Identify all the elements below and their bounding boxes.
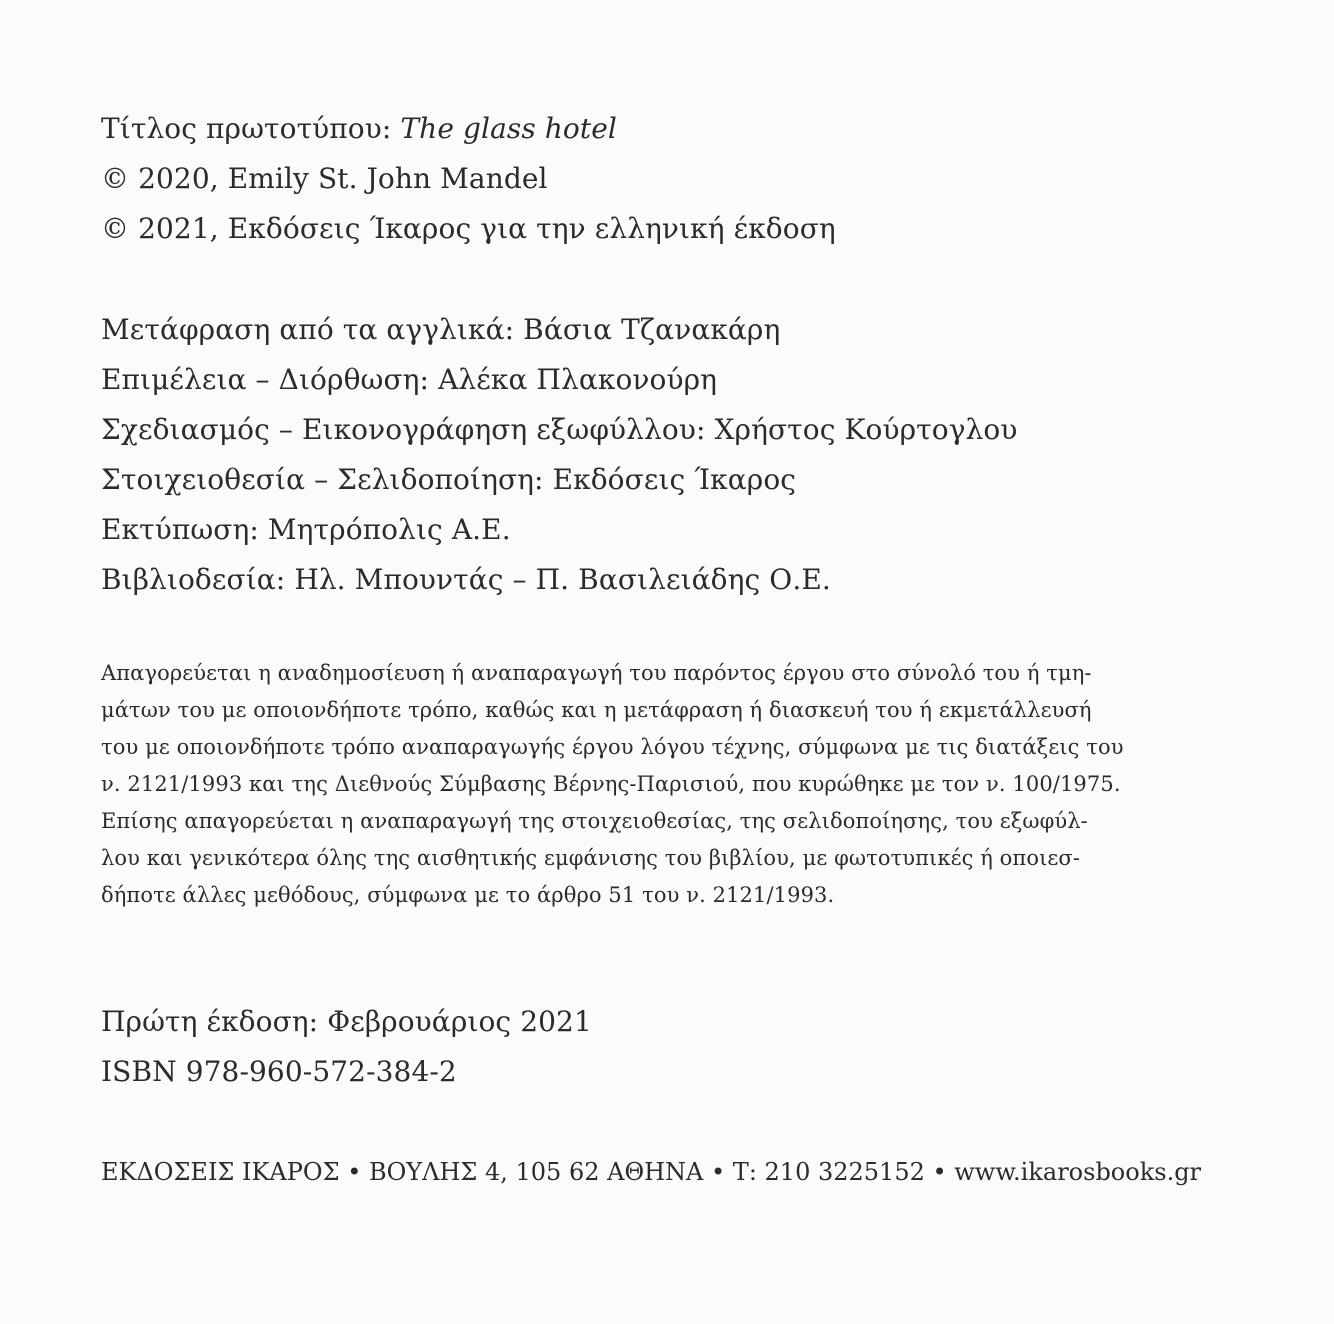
credit-cover-design: Σχεδιασμός – Εικονογράφηση εξωφύλλου: Χρήστος Κούρτογλου xyxy=(101,413,1018,446)
first-edition: Πρώτη έκδοση: Φεβρουάριος 2021 xyxy=(101,1005,592,1038)
legal-line: Επίσης απαγορεύεται η αναπαραγωγή της στοιχειοθεσίας, της σελιδοποίησης, του εξωφύλ- xyxy=(101,809,1088,833)
legal-line: ν. 2121/1993 και της Διεθνούς Σύμβασης Βέρνης-Παρισιού, που κυρώθηκε με τον ν. 100/1975. xyxy=(101,772,1121,796)
publisher-info: ΕΚΔΟΣΕΙΣ ΙΚΑΡΟΣ • ΒΟΥΛΗΣ 4, 105 62 ΑΘΗΝΑ • Τ: 210 3225152 • www.ikarosbooks.gr xyxy=(101,1158,1202,1186)
legal-line: Απαγορεύεται η αναδημοσίευση ή αναπαραγωγή του παρόντος έργου στο σύνολό του ή τμη- xyxy=(101,661,1092,685)
credits-block xyxy=(101,305,1017,605)
original-title-label: Τίτλος πρωτοτύπου: xyxy=(101,112,401,145)
credit-binding: Βιβλιοδεσία: Ηλ. Μπουντάς – Π. Βασιλειάδης Ο.Ε. xyxy=(101,563,831,596)
copyright-author: © 2020, Emily St. John Mandel xyxy=(101,162,548,195)
legal-line: δήποτε άλλες μεθόδους, σύμφωνα με το άρθρο 51 του ν. 2121/1993. xyxy=(101,883,835,907)
isbn: ISBN 978-960-572-384-2 xyxy=(101,1055,457,1088)
credit-typesetting: Στοιχειοθεσία – Σελιδοποίηση: Εκδόσεις Ίκαρος xyxy=(101,463,797,496)
credit-printing: Εκτύπωση: Μητρόπολις Α.Ε. xyxy=(101,513,511,546)
edition-block xyxy=(101,997,592,1097)
original-title-line xyxy=(101,104,836,154)
legal-line: του με οποιονδήποτε τρόπο αναπαραγωγής έργου λόγου τέχνης, σύμφωνα με τις διατάξεις του xyxy=(101,735,1124,759)
legal-line: λου και γενικότερα όλης της αισθητικής εμφάνισης του βιβλίου, με φωτοτυπικές ή οποιεσ- xyxy=(101,846,1081,870)
credit-translation: Μετάφραση από τα αγγλικά: Βάσια Τζανακάρη xyxy=(101,313,781,346)
publisher-footer xyxy=(101,1152,1201,1192)
copyright-publisher: © 2021, Εκδόσεις Ίκαρος για την ελληνική έκδοση xyxy=(101,212,836,245)
original-title: The glass hotel xyxy=(400,112,617,145)
title-copyright-block xyxy=(101,104,836,254)
legal-notice xyxy=(101,655,1225,914)
legal-line: μάτων του με οποιονδήποτε τρόπο, καθώς και η μετάφραση ή διασκευή του ή εκμετάλλευσή xyxy=(101,698,1092,722)
credit-editing: Επιμέλεια – Διόρθωση: Αλέκα Πλακονούρη xyxy=(101,363,718,396)
